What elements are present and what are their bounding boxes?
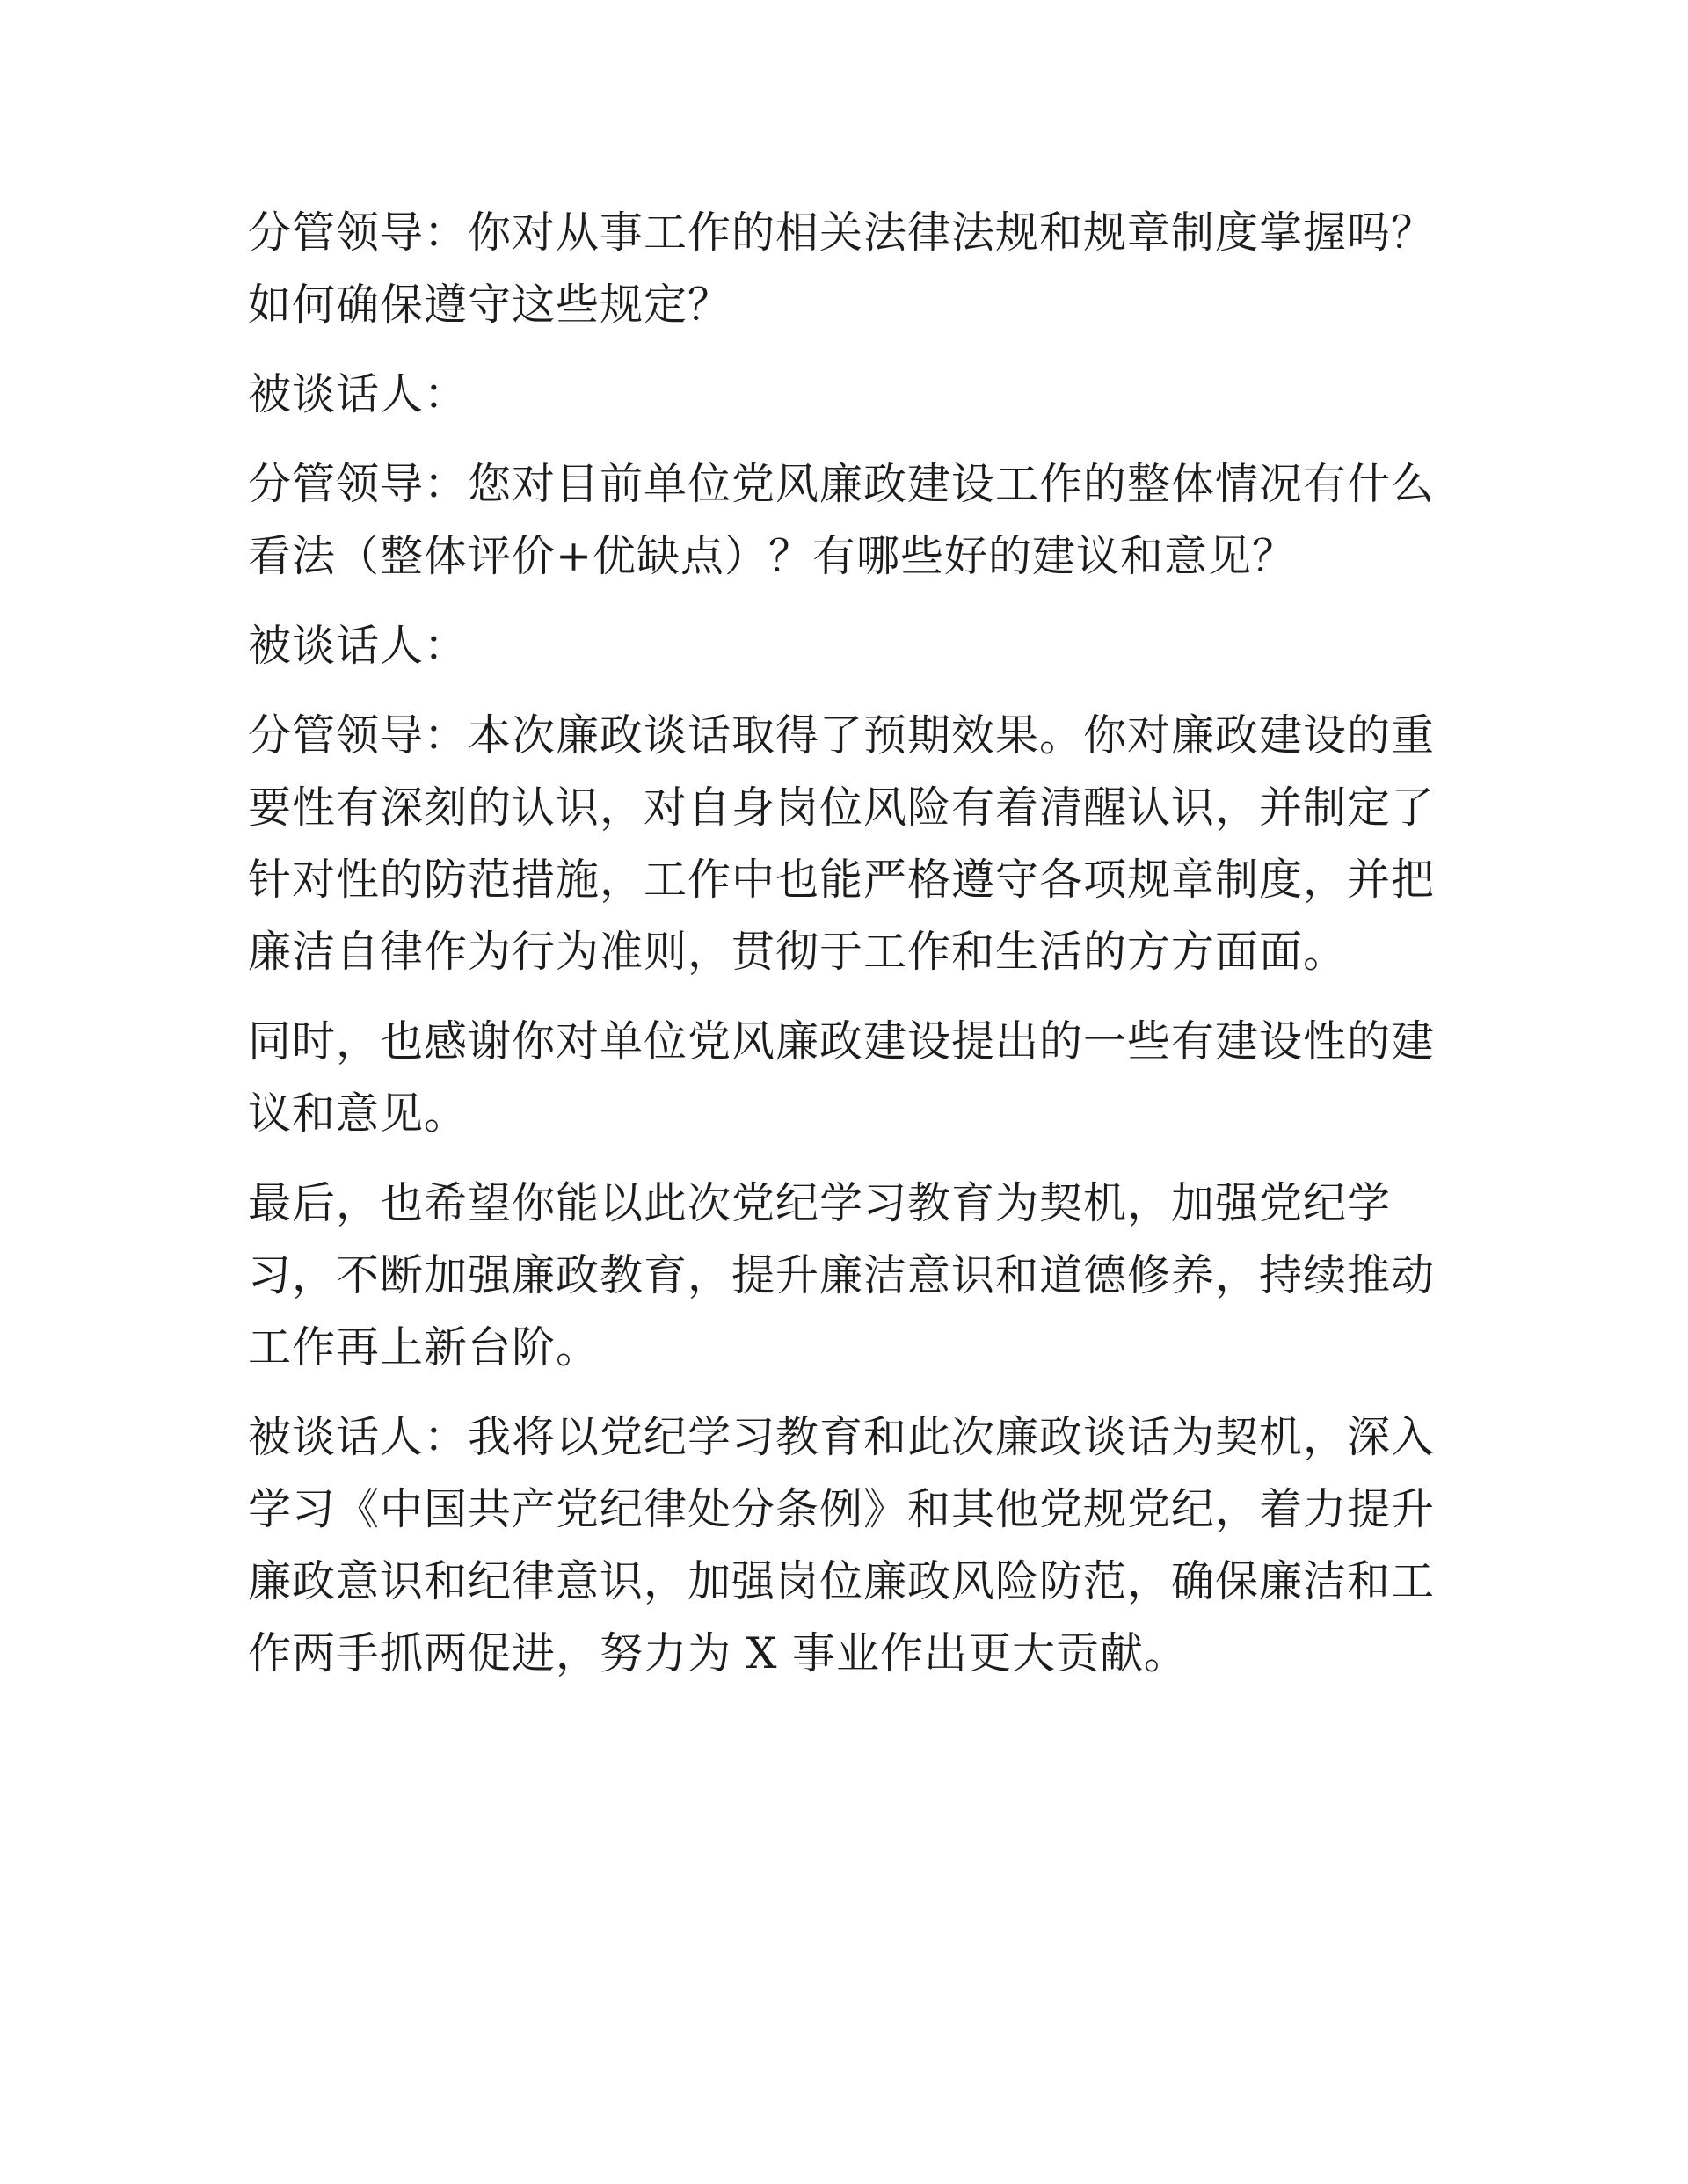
paragraph-line: 廉政意识和纪律意识，加强岗位廉政风险防范，确保廉洁和工 (248, 1556, 1436, 1606)
paragraph-line: 廉洁自律作为行为准则，贯彻于工作和生活的方方面面。 (248, 927, 1348, 977)
paragraph-7 (248, 1168, 1436, 1384)
paragraph-line: 工作再上新台阶。 (248, 1322, 600, 1372)
paragraph-line: 分管领导：您对目前单位党风廉政建设工作的整体情况有什么 (248, 459, 1436, 509)
paragraph-8 (248, 1401, 1436, 1690)
paragraph-line: 学习《中国共产党纪律处分条例》和其他党规党纪，着力提升 (248, 1484, 1436, 1534)
paragraph-line: 被谈话人： (248, 369, 469, 419)
paragraph-5 (248, 700, 1436, 988)
paragraph-line: 看法（整体评价+优缺点）？有哪些好的建议和意见？ (248, 531, 1297, 581)
paragraph-line: 被谈话人： (248, 621, 469, 671)
paragraph-1 (248, 197, 1436, 341)
paragraph-line: 被谈话人：我将以党纪学习教育和此次廉政谈话为契机，深入 (248, 1412, 1436, 1462)
paragraph-line: 最后，也希望你能以此次党纪学习教育为契机，加强党纪学 (248, 1178, 1392, 1228)
paragraph-line: 议和意见。 (248, 1088, 469, 1139)
paragraph-3 (248, 448, 1436, 593)
paragraph-line: 分管领导：你对从事工作的相关法律法规和规章制度掌握吗？ (248, 207, 1436, 258)
paragraph-line: 针对性的防范措施，工作中也能严格遵守各项规章制度，并把 (248, 855, 1436, 905)
paragraph-line: 习，不断加强廉政教育，提升廉洁意识和道德修养，持续推动 (248, 1250, 1436, 1300)
paragraph-line: 作两手抓两促进，努力为 X 事业作出更大贡献。 (248, 1628, 1189, 1678)
paragraph-line: 要性有深刻的认识，对自身岗位风险有着清醒认识，并制定了 (248, 783, 1436, 833)
paragraph-4 (248, 610, 1426, 682)
paragraph-line: 同时，也感谢你对单位党风廉政建设提出的一些有建设性的建 (248, 1016, 1436, 1067)
paragraph-line: 如何确保遵守这些规定？ (248, 280, 732, 330)
paragraph-6 (248, 1006, 1436, 1150)
document-body (248, 197, 1436, 1707)
paragraph-2 (248, 359, 1426, 431)
paragraph-line: 分管领导：本次廉政谈话取得了预期效果。你对廉政建设的重 (248, 710, 1436, 761)
